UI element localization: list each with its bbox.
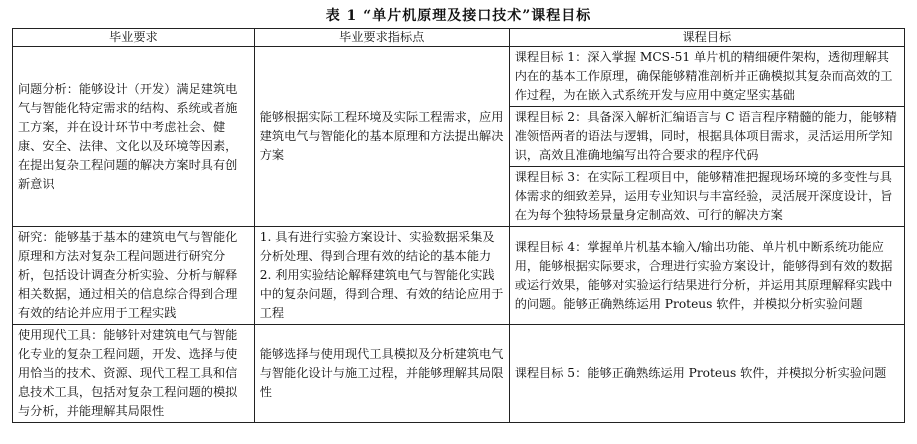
header-course-goal: 课程目标 xyxy=(509,29,904,47)
goal-cell: 课程目标 2：具备深入解析汇编语言与 C 语言程序精髓的能力，能够精准领悟两者的语法与逻辑，同时，根据具体项目需求，灵活运用所学知识，高效且准确地编写出符合要求的程序代码 xyxy=(509,107,904,167)
goal-cell: 课程目标 4：掌握单片机基本输入/输出功能、单片机中断系统功能应用，能够根据实际要求，合理进行实验方案设计，能够得到有效的数据或运行效果，能够对实验运行结果进行分析，并运用其原理解释实践中的问题。能够正确熟练运用 Proteus 软件，并模拟分析实验问题 xyxy=(509,227,904,325)
table-header-row xyxy=(13,29,905,47)
indicator-cell: 能够根据实际工程环境及实际工程需求，应用建筑电气与智能化的基本原理和方法提出解决方案 xyxy=(254,47,509,227)
indicator-cell: 能够选择与使用现代工具模拟及分析建筑电气与智能化设计与施工过程，并能够理解其局限性 xyxy=(254,325,509,423)
header-indicator: 毕业要求指标点 xyxy=(254,29,509,47)
requirement-cell: 问题分析：能够设计（开发）满足建筑电气与智能化特定需求的结构、系统或者施工方案，并在设计环节中考虑社会、健康、安全、法律、文化以及环境等因素，在提出复杂工程问题的解决方案时具有创新意识 xyxy=(13,47,255,227)
requirement-cell: 使用现代工具：能够针对建筑电气与智能化专业的复杂工程问题，开发、选择与使用恰当的技术、资源、现代工程工具和信息技术工具，包括对复杂工程问题的模拟与分析，并能理解其局限性 xyxy=(13,325,255,423)
table-row xyxy=(13,325,905,423)
table-row xyxy=(13,227,905,325)
indicator-cell: 1. 具有进行实验方案设计、实验数据采集及分析处理、得到合理有效的结论的基本能力 2. 利用实验结论解释建筑电气与智能化实践中的复杂问题，得到合理、有效的结论应用于工程 xyxy=(254,227,509,325)
table-row xyxy=(13,47,905,107)
course-objectives-table xyxy=(12,28,905,423)
header-graduation-requirement: 毕业要求 xyxy=(13,29,255,47)
goal-cell: 课程目标 3：在实际工程项目中，能够精准把握现场环境的多变性与具体需求的细致差异，运用专业知识与丰富经验，灵活展开深度设计，旨在为每个独特场景量身定制高效、可行的解决方案 xyxy=(509,167,904,227)
goal-cell: 课程目标 1：深入掌握 MCS-51 单片机的精细硬件架构，透彻理解其内在的基本工作原理，确保能够精准剖析并正确模拟其复杂而高效的工作过程，为在嵌入式系统开发与应用中奠定坚实基础 xyxy=(509,47,904,107)
goal-cell: 课程目标 5：能够正确熟练运用 Proteus 软件，并模拟分析实验问题 xyxy=(509,325,904,423)
table-title: 表 1 “单片机原理及接口技术”课程目标 xyxy=(325,8,592,24)
requirement-cell: 研究：能够基于基本的建筑电气与智能化原理和方法对复杂工程问题进行研究分析，包括设计调查分析实验、分析与解释相关数据，通过相关的信息综合得到合理有效的结论并应用于工程实践 xyxy=(13,227,255,325)
